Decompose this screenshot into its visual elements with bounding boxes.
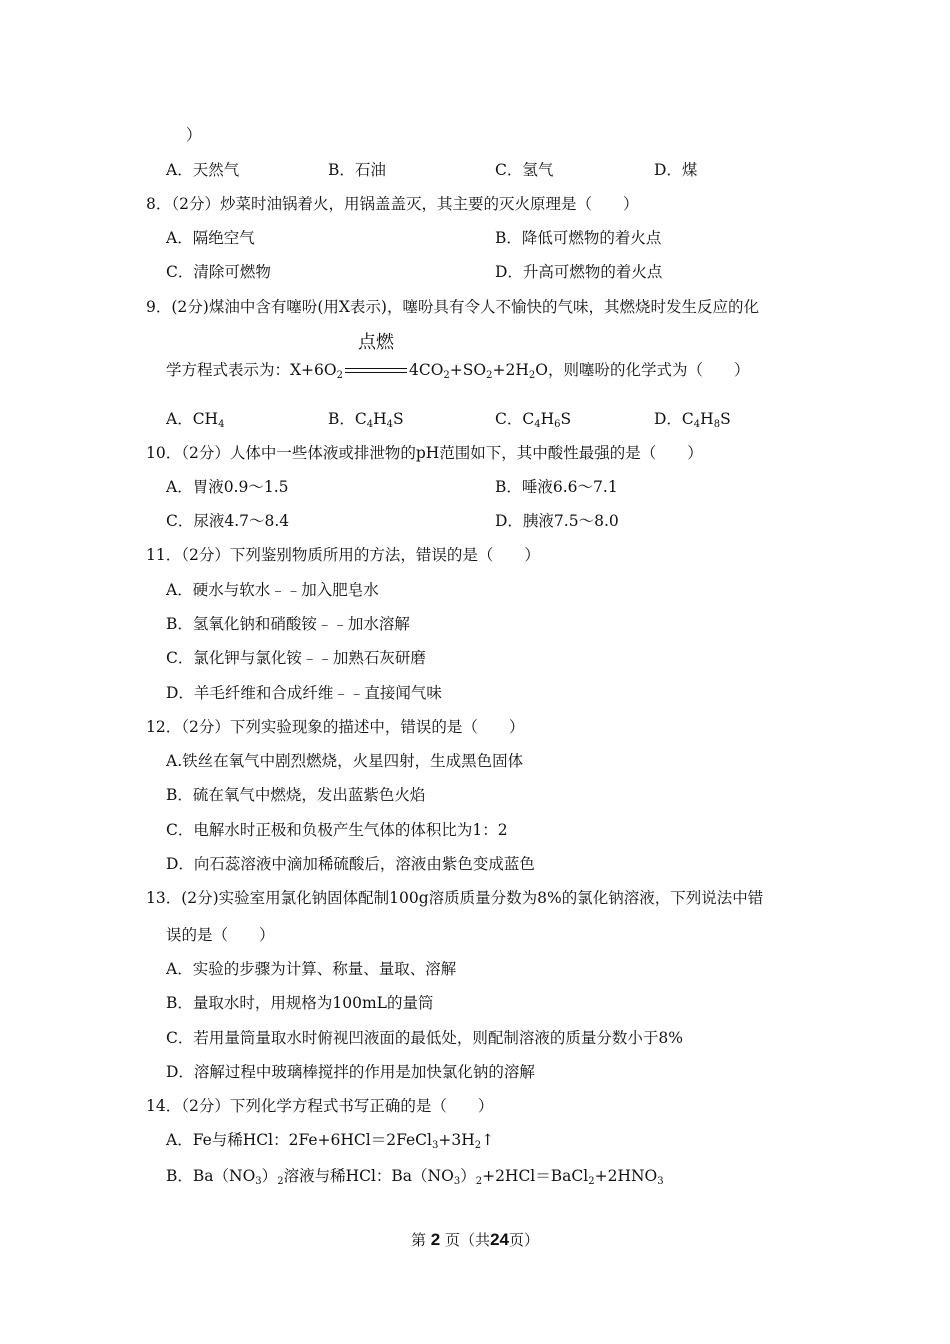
q9-option-c: [495, 409, 571, 429]
equals-bar-bottom: [345, 372, 407, 373]
formula-part: 溶液与稀HCl：Ba（NO: [283, 1167, 454, 1185]
formula-part: S: [720, 410, 731, 428]
q12-option-d: D．向石蕊溶液中滴加稀硫酸后，溶液由紫色变成蓝色: [166, 855, 535, 873]
formula-part: H: [373, 410, 387, 428]
formula-part: D．C: [654, 410, 694, 428]
q10-stem: 10．（2分）人体中一些体液或排泄物的pH范围如下，其中酸性最强的是（ ）: [146, 444, 703, 462]
formula-sub: 3: [255, 1176, 262, 1187]
formula-sub: 6: [554, 419, 561, 430]
q10-option-c: C．尿液4.7～8.4: [166, 512, 290, 530]
q12-stem: 12．（2分）下列实验现象的描述中，错误的是（ ）: [146, 718, 525, 736]
q7-option-b: B．石油: [328, 161, 386, 179]
q9-stem: 9．(2分)煤油中含有噻吩(用X表示)，噻吩具有令人不愉快的气味，其燃烧时发生反应的化: [146, 298, 759, 316]
formula-sub: 4: [693, 419, 701, 430]
q8-stem: 8．（2分）炒菜时油锅着火，用锅盖盖灭，其主要的灭火原理是（ ）: [146, 195, 639, 213]
q11-option-c: C．氯化钾与氯化铵﹣﹣加熟石灰研磨: [166, 649, 426, 667]
formula-sub: 3: [453, 1176, 461, 1187]
formula-sub: 2: [474, 1140, 482, 1151]
footer-text: 页）: [508, 1231, 539, 1249]
formula-sub: 4: [534, 419, 541, 430]
page-footer: [0, 1229, 950, 1250]
q14-option-a: [166, 1130, 494, 1150]
formula-part: C．C: [495, 410, 535, 428]
q7-option-a: A．天然气: [166, 161, 240, 179]
formula-sub: 3: [657, 1176, 664, 1187]
q9-option-a: [166, 409, 224, 429]
formula-part: B．C: [328, 410, 367, 428]
formula-part: S: [393, 410, 404, 428]
q12-option-b: B．硫在氧气中燃烧，发出蓝紫色火焰: [166, 786, 426, 804]
q9-equation: [166, 332, 750, 381]
formula-sub: 2: [588, 1176, 595, 1187]
q9-eq-prefix: 学方程式表示为：X+6O: [166, 361, 337, 379]
q13-option-b: B．量取水时，用规格为100mL的量筒: [166, 994, 434, 1012]
q12-option-c: C．电解水时正极和负极产生气体的体积比为1：2: [166, 821, 508, 839]
q10-option-b: B．唾液6.6～7.1: [495, 478, 618, 496]
q11-stem: 11．（2分）下列鉴别物质所用的方法，错误的是（ ）: [146, 546, 540, 564]
formula-sub: 4: [218, 419, 225, 430]
formula-sub: 2: [277, 1176, 284, 1187]
formula-part: ）: [261, 1167, 278, 1185]
footer-text: 第: [411, 1231, 427, 1249]
q14-option-b: [166, 1166, 664, 1186]
q13-stem-continued: 误的是（ ）: [166, 926, 275, 944]
formula-part: A．CH: [166, 410, 219, 428]
q9-option-d: [654, 409, 731, 429]
q8-option-c: C．清除可燃物: [166, 263, 271, 281]
formula-part: S: [560, 410, 572, 428]
q9-eq-sub: 2: [336, 370, 343, 381]
q12-option-a: A.铁丝在氧气中剧烈燃烧，火星四射，生成黑色固体: [166, 752, 524, 770]
q7-stem-tail: ）: [186, 126, 202, 144]
q7-option-c: C．氢气: [495, 161, 554, 179]
total-pages: 24: [490, 1230, 509, 1249]
formula-sub: 2: [475, 1176, 483, 1187]
formula-part: +3H: [438, 1131, 475, 1149]
formula-sub: 3: [432, 1140, 439, 1151]
q10-option-d: D．胰液7.5～8.0: [495, 512, 619, 530]
q9-eq-part: O，则噻吩的化学式为（ ）: [535, 361, 750, 379]
formula-part: +2HCl＝BaCl: [482, 1167, 589, 1185]
formula-sub: 4: [366, 419, 374, 430]
formula-part: ）: [460, 1167, 476, 1185]
equals-bar-top: [345, 368, 407, 369]
formula-part: H: [700, 410, 714, 428]
formula-part: H: [540, 410, 555, 428]
q11-option-a: A．硬水与软水﹣﹣加入肥皂水: [166, 581, 379, 599]
q9-eq-part: +SO: [449, 361, 487, 379]
formula-sub: 8: [713, 419, 721, 430]
gas-arrow-icon: ↑: [481, 1131, 495, 1149]
q9-eq-sub: 2: [443, 370, 450, 381]
q9-eq-part: +2H: [492, 361, 529, 379]
formula-part: +2HNO: [594, 1167, 658, 1185]
q9-eq-sub: 2: [486, 370, 493, 381]
q11-option-d: D．羊毛纤维和合成纤维﹣﹣直接闻气味: [166, 684, 442, 702]
q9-eq-sub: 2: [528, 370, 536, 381]
q11-option-b: B．氢氧化钠和硝酸铵﹣﹣加水溶解: [166, 615, 410, 633]
q13-stem: 13．(2分)实验室用氯化钠固体配制100g溶质质量分数为8%的氯化钠溶液，下列说法中错: [146, 889, 764, 907]
q14-stem: 14．（2分）下列化学方程式书写正确的是（ ）: [146, 1097, 494, 1115]
q8-option-b: B．降低可燃物的着火点: [495, 229, 662, 247]
condition-text: 点燃: [357, 332, 394, 353]
formula-part: A．Fe与稀HCl：2Fe+6HCl＝2FeCl: [166, 1131, 432, 1149]
q13-option-c: C．若用量筒量取水时俯视凹液面的最低处，则配制溶液的质量分数小于8%: [166, 1029, 683, 1047]
formula-sub: 4: [386, 419, 394, 430]
q13-option-d: D．溶解过程中玻璃棒搅拌的作用是加快氯化钠的溶解: [166, 1063, 535, 1081]
q13-option-a: A．实验的步骤为计算、称量、量取、溶解: [166, 960, 457, 978]
formula-part: B．Ba（NO: [166, 1167, 256, 1185]
q10-option-a: A．胃液0.9～1.5: [166, 478, 289, 496]
q9-option-b: [328, 409, 404, 429]
q7-option-d: D．煤: [654, 161, 698, 179]
page-number: 2: [430, 1230, 441, 1249]
reaction-condition: [343, 332, 409, 380]
q8-option-d: D．升高可燃物的着火点: [495, 263, 663, 281]
q8-option-a: A．隔绝空气: [166, 229, 255, 247]
q9-eq-part: 4CO: [408, 361, 444, 379]
footer-text: 页（共: [445, 1231, 491, 1249]
